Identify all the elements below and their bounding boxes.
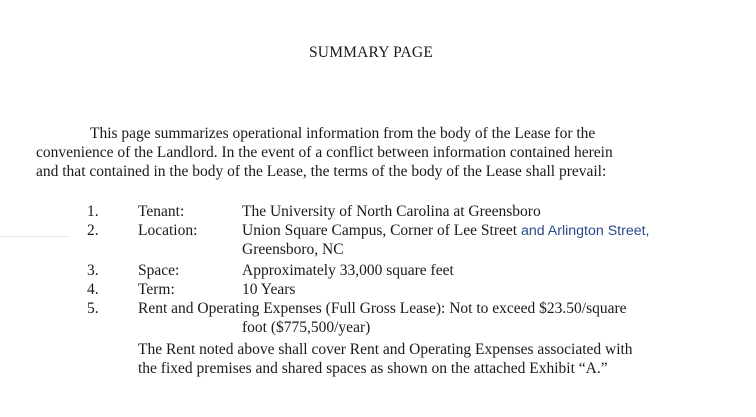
item-number: 4. xyxy=(87,281,99,298)
rent-line-2: foot ($775,500/year) xyxy=(242,319,371,336)
item-number: 3. xyxy=(87,262,99,279)
item-value: Approximately 33,000 square feet xyxy=(242,262,454,279)
intro-line-2: convenience of the Landlord. In the event of a conflict between information contained herein xyxy=(36,144,613,161)
item-label: Location: xyxy=(138,222,198,239)
item-value: The University of North Carolina at Greensboro xyxy=(242,203,541,220)
scan-artifact-line xyxy=(0,236,70,237)
item-label: Space: xyxy=(138,262,180,279)
item-number: 5. xyxy=(87,300,99,317)
item-value: 10 Years xyxy=(242,281,296,298)
item-value xyxy=(242,222,650,240)
item-number: 2. xyxy=(87,222,99,239)
item-number: 1. xyxy=(87,203,99,220)
page-title: SUMMARY PAGE xyxy=(308,44,433,61)
item-value-text: Union Square Campus, Corner of Lee Street xyxy=(242,222,521,239)
item-label: Rent and Operating Expenses (Full Gross Lease): Not to exceed $23.50/square xyxy=(138,300,627,317)
rent-note-line-2: the fixed premises and shared spaces as shown on the attached Exhibit “A.” xyxy=(138,360,608,377)
intro-paragraph xyxy=(36,124,736,181)
intro-line-1: This page summarizes operational information from the body of the Lease for the xyxy=(90,125,596,142)
item-label: Tenant: xyxy=(138,203,185,220)
intro-line-3: and that contained in the body of the Lease, the terms of the body of the Lease shall prevail: xyxy=(36,163,607,180)
location-line-2: Greensboro, NC xyxy=(242,241,344,258)
item-value-added-text: and Arlington Street, xyxy=(520,223,650,239)
rent-note-line-1: The Rent noted above shall cover Rent and Operating Expenses associated with xyxy=(138,341,633,358)
item-label: Term: xyxy=(138,281,175,298)
